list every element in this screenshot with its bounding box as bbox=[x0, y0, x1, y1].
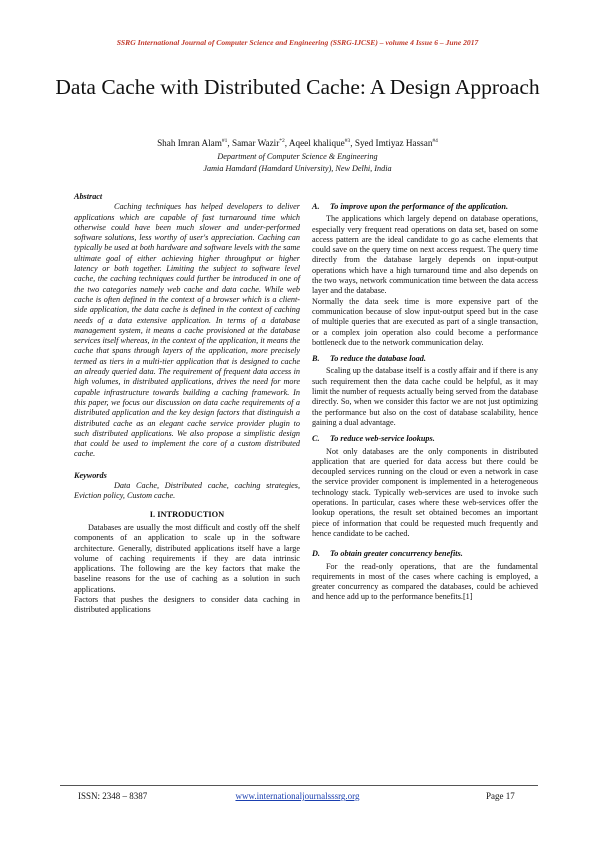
introduction-paragraph: Databases are usually the most difficult and costly off the shelf components of an application to scale up in the software architecture. Generally, distributed applications itself have a large volume of caching requirements if they are data intrinsic applications. The following are the key factors that make the baseline reasons for the use of caching as a solution in such applications. bbox=[74, 522, 300, 594]
author-name: Syed Imtiyaz Hassan bbox=[354, 138, 433, 149]
subsection-paragraph: For the read-only operations, that are the fundamental requirements in most of the cases where caching is employed, a greater concurrency as compared the databases, could be achieved and hence add up to the performance benefits.[1] bbox=[312, 561, 538, 602]
affiliation-department: Department of Computer Science & Engineering bbox=[217, 152, 378, 161]
author-name: Samar Wazir bbox=[231, 138, 280, 149]
author-mark: #1 bbox=[221, 138, 228, 144]
subsection-heading bbox=[312, 434, 538, 444]
keywords-heading: Keywords bbox=[74, 470, 107, 480]
affiliation-institution: Jamia Hamdard (Hamdard University), New Delhi, India bbox=[203, 164, 392, 173]
abstract-body: Caching techniques has helped developers to deliver applications which are capable of fast turnaround time which otherwise could have been much slower and under-performed software solutions, less worthy of user's appreciation. Caching can typically be used at both hardware and software levels with the same ultimate goal of either achieving higher throughput or higher latency or both together. Limiting the subject to software level cache, the caching techniques could further be introduced in one of the two categories namely web cache and data cache. While web cache is often defined in the context of a browser which is a client-side application, the data cache is defined in the context of caching needs of a data extensive application. In terms of a database management system, it means a cache provisioned at the database services itself whereas, in the context of the application, it means the cache that spans through layers of the application, more precisely termed as tiers in a multi-tier application that is designed to cache an already queried data. The requirement of frequent data access in high volumes, in distributed applications, drives the need for more capable infrastructure towards building a caching framework. In this paper, we focus our discussion on data cache requirements of a distributed application and the key design factors that distinguish a distributed cache as an elegant cache service provider plugin to such distributed applications. We also propose a simplistic design that could be used to implement the core of a custom distributed cache. bbox=[74, 202, 300, 459]
author-mark: #4 bbox=[432, 138, 438, 144]
subsection-title: To obtain greater concurrency benefits. bbox=[330, 549, 463, 559]
author-name: Shah Imran Alam bbox=[157, 138, 222, 149]
subsection-title: To reduce the database load. bbox=[330, 354, 426, 364]
abstract-heading: Abstract bbox=[74, 192, 103, 201]
footer-issn: ISSN: 2348 – 8387 bbox=[78, 791, 148, 801]
footer-page-number: Page 17 bbox=[486, 791, 515, 801]
author-mark: *2 bbox=[279, 138, 285, 144]
subsection-paragraph: The applications which largely depend on database operations, especially very frequent read operations on data set, based on some access pattern are the ideal candidate to go as cache elements that could save on the query time on next access request. The query time directly from the database largely depends on input-output operations which have a high turnaround time and also depends on the two ways, network communication time between the data access layer and the database. bbox=[312, 214, 538, 296]
subsection-paragraph: Not only databases are the only components in distributed application that are queried for data access but there could be decoupled services running on the cloud or even a network in case the service provider component is implemented in a heterogeneous technology stack. Typically web-services are used to invoke such operations. In particular, cases where these web-services offer the lookup operations, the result set obtained becomes an important piece of information that could be requested much frequently and hence candidate to be cached. bbox=[312, 446, 538, 538]
subsection-heading bbox=[312, 354, 538, 364]
keywords-body: Data Cache, Distributed cache, caching strategies, Eviction policy, Custom cache. bbox=[74, 481, 300, 501]
subsection-letter: A. bbox=[312, 202, 320, 211]
left-column bbox=[74, 192, 300, 616]
right-column bbox=[312, 192, 538, 603]
paper-title: Data Cache with Distributed Cache: A Design Approach bbox=[55, 75, 540, 99]
subsection-letter: C. bbox=[312, 434, 320, 444]
subsection-title: To reduce web-service lookups. bbox=[330, 434, 435, 444]
journal-header: SSRG International Journal of Computer Science and Engineering (SSRG-IJCSE) – volume 4 Issue 6 – June 2017 bbox=[116, 38, 479, 47]
subsection-heading bbox=[312, 549, 538, 559]
subsection-letter: D. bbox=[312, 549, 320, 559]
footer-divider bbox=[60, 785, 538, 786]
author-mark: #3 bbox=[344, 138, 351, 144]
journal-website-link[interactable]: www.internationaljournalsssrg.org bbox=[235, 791, 360, 801]
subsection-paragraph: Scaling up the database itself is a costly affair and if there is any such requirement then the data cache could be helpful, as it may limit the number of requests actually being served from the database directly. So, when we consider this factor we are not just optimizing the performance but also on the cost of database scalability, hence gaining a dual advantage. bbox=[312, 366, 538, 427]
author-name: Aqeel khalique bbox=[288, 138, 345, 149]
subsection-letter: B. bbox=[312, 354, 320, 364]
subsection-heading bbox=[312, 202, 538, 212]
subsection-paragraph: Normally the data seek time is more expensive part of the communication because of slow input-output speed but in the case of multiple queries that are executed as part of a single transaction, or a complex join operation also could become a performance bottleneck due to the network communication delay. bbox=[312, 296, 538, 347]
introduction-paragraph: Factors that pushes the designers to consider data caching in distributed applications bbox=[74, 594, 300, 615]
introduction-heading: I. INTRODUCTION bbox=[149, 509, 225, 519]
author-list: Shah Imran Alam$^{\#1}$, Samar Wazir$^{*2}$, Aqeel khalique$^{\#3}$, Syed Imtiyaz Hassan$^{\#4}$ bbox=[157, 138, 438, 149]
subsection-title: To improve upon the performance of the application. bbox=[330, 202, 509, 211]
